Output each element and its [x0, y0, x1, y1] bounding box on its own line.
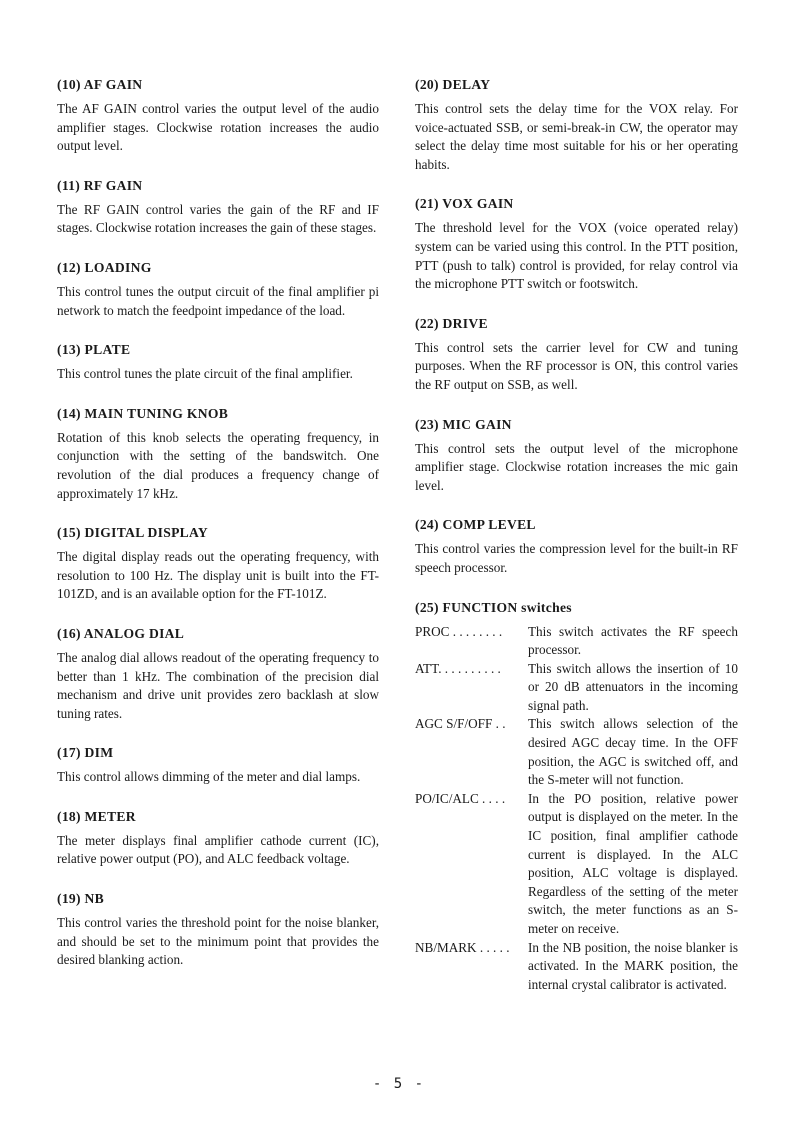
switch-label: PROC . . . . . . . . [415, 623, 503, 639]
switch-description: In the NB position, the noise blanker is activated. In the MARK position, the internal crystal calibrator is activated. [528, 939, 738, 992]
section-main-tuning-knob [57, 405, 379, 503]
section-af-gain [57, 76, 379, 156]
section-nb [57, 890, 379, 970]
section-heading: (19) NB [57, 891, 105, 907]
switch-label: NB/MARK . . . . . [415, 939, 510, 955]
section-heading: (16) ANALOG DIAL [57, 625, 185, 641]
section-text: This control sets the carrier level for CW and tuning purposes. When the RF processor is ON, this control varies the RF output on SSB, as well. [415, 339, 738, 392]
section-text: The RF GAIN control varies the gain of the RF and IF stages. Clockwise rotation increases the gain of these stages. [57, 201, 379, 236]
switch-label: PO/IC/ALC . . . . [415, 790, 506, 806]
section-dim [57, 744, 379, 787]
section-mic-gain [415, 416, 738, 496]
section-text: The meter displays final amplifier cathode current (IC), relative power output (PO), and ALC feedback voltage. [57, 832, 379, 867]
section-text: The threshold level for the VOX (voice operated relay) system can be varied using this control. In the PTT position, PTT (push to talk) control is provided, for relay control via the microphone PTT switch or footswitch. [415, 220, 738, 292]
switch-description: This switch activates the RF speech processor. [528, 623, 738, 658]
section-heading: (11) RF GAIN [57, 177, 143, 193]
section-digital-display [57, 524, 379, 604]
page-number: - 5 - [372, 1076, 426, 1092]
switch-description: In the PO position, relative power output is displayed on the meter. In the IC position, final amplifier cathode current is displayed. In the ALC position, ALC voltage is displayed. Regardless of the setting of the meter switch, the meter functions as an S-meter on receive. [528, 790, 738, 936]
switch-label: ATT. . . . . . . . . . [415, 660, 501, 676]
switch-description: This switch allows the insertion of 10 or 20 dB attenuators in the incoming signal path. [528, 660, 738, 713]
section-heading: (18) METER [57, 808, 136, 824]
section-delay [415, 76, 738, 174]
section-meter [57, 808, 379, 869]
function-switch-item [415, 790, 738, 939]
section-text: The analog dial allows readout of the operating frequency to better than 1 kHz. The combination of the precision dial mechanism and drive unit provides zero backlash at slow tuning rates. [57, 649, 379, 721]
section-text: This control varies the threshold point for the noise blanker, and should be set to the minimum point that provides the desired blanking action. [57, 915, 379, 968]
function-switch-item [415, 715, 738, 789]
section-analog-dial [57, 625, 379, 723]
section-heading: (23) MIC GAIN [415, 416, 512, 432]
section-text: This control tunes the plate circuit of the final amplifier. [57, 366, 353, 382]
section-drive [415, 315, 738, 395]
section-rf-gain [57, 177, 379, 238]
switch-description: This switch allows selection of the desired AGC decay time. In the OFF position, the AGC is switched off, and the S-meter will not function. [528, 716, 738, 788]
function-switch-list [415, 623, 738, 995]
section-heading: (17) DIM [57, 745, 114, 761]
section-heading: (15) DIGITAL DISPLAY [57, 525, 209, 541]
section-heading: (20) DELAY [415, 77, 491, 92]
section-heading: (21) VOX GAIN [415, 196, 514, 212]
section-text: Rotation of this knob selects the operating frequency, in conjunction with the setting of the bandswitch. One revolution of the dial produces a frequency change of approximately 17 kHz. [57, 429, 379, 501]
section-vox-gain [415, 195, 738, 293]
section-text: The AF GAIN control varies the output level of the audio amplifier stages. Clockwise rotation increases the audio output level. [57, 101, 379, 154]
section-text: This control sets the delay time for the VOX relay. For voice-actuated SSB, or semi-break-in CW, the operator may select the delay time most suitable for his or her operating habits. [415, 101, 738, 172]
function-switch-item [415, 660, 738, 716]
section-text: This control allows dimming of the meter and dial lamps. [57, 769, 361, 785]
section-function-switches [415, 599, 738, 995]
section-heading: (12) LOADING [57, 259, 152, 275]
switch-label: AGC S/F/OFF . . [415, 716, 506, 732]
function-switch-item [415, 939, 738, 995]
section-text: The digital display reads out the operating frequency, with resolution to 100 Hz. The display unit is built into the FT-101ZD, and is an available option for the FT-101Z. [57, 549, 379, 602]
section-loading [57, 259, 379, 320]
section-heading: (10) AF GAIN [57, 77, 143, 92]
section-heading: (25) FUNCTION switches [415, 599, 572, 615]
section-text: This control tunes the output circuit of the final amplifier pi network to match the feedpoint impedance of the load. [57, 283, 379, 318]
function-switch-item [415, 623, 738, 660]
section-heading: (14) MAIN TUNING KNOB [57, 405, 229, 421]
section-heading: (24) COMP LEVEL [415, 517, 536, 533]
section-comp-level [415, 516, 738, 577]
section-heading: (22) DRIVE [415, 315, 488, 331]
section-plate [57, 341, 379, 384]
section-heading: (13) PLATE [57, 342, 131, 358]
left-column [57, 76, 379, 991]
right-column [415, 76, 738, 1015]
section-text: This control varies the compression level for the built-in RF speech processor. [415, 541, 738, 575]
section-text: This control sets the output level of the microphone amplifier stage. Clockwise rotation increases the mic gain level. [415, 440, 738, 493]
